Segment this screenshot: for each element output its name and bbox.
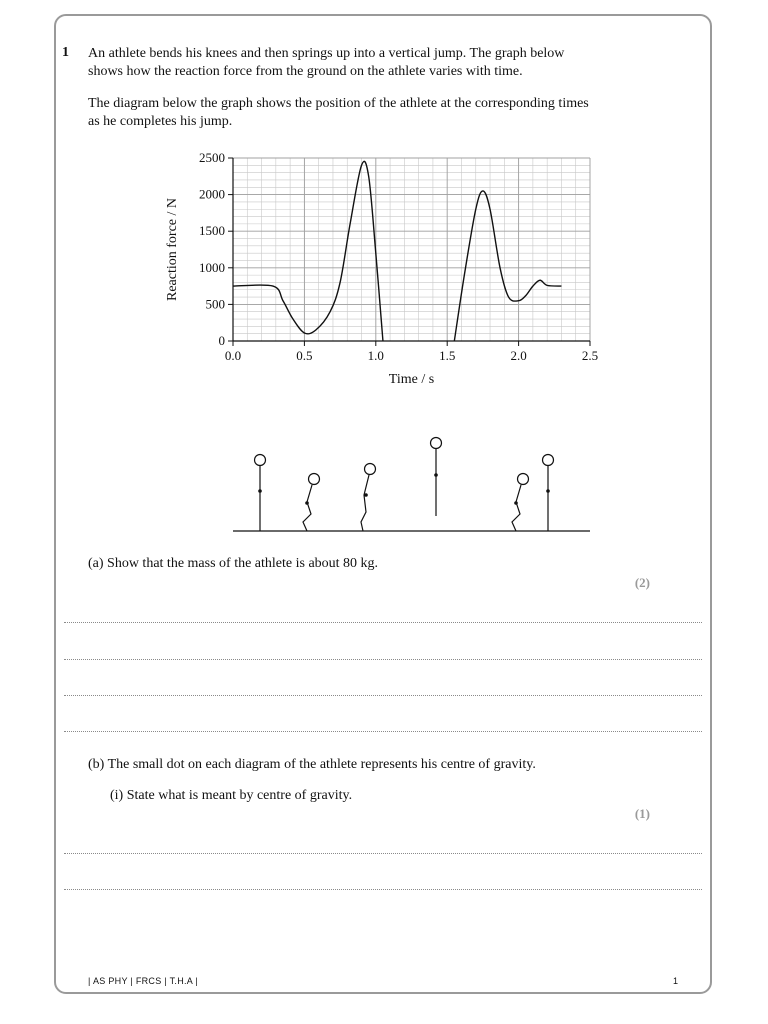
- athlete-figure-2: [303, 474, 320, 532]
- athlete-figure-3: [361, 464, 376, 532]
- part-b-i-marks: (1): [634, 806, 650, 821]
- question-number: 1: [62, 45, 69, 60]
- x-tick-label: 2.0: [510, 348, 527, 363]
- centre-of-gravity-dot: [364, 493, 368, 497]
- part-a-marks: (2): [634, 575, 650, 590]
- y-tick-label: 0: [218, 333, 225, 348]
- athlete-figure-5: [512, 474, 529, 532]
- y-tick-label: 1000: [199, 259, 225, 275]
- question-intro: [88, 45, 648, 81]
- page-number: 1: [672, 976, 678, 986]
- force-time-graph: [155, 145, 615, 395]
- x-axis-label: Time / s: [388, 372, 435, 387]
- intro-line-1: An athlete bends his knees and then springs up into a vertical jump. The graph below: [88, 46, 565, 61]
- y-tick-label: 500: [205, 296, 225, 312]
- diagram-line-1: The diagram below the graph shows the position of the athlete at the corresponding times: [88, 96, 589, 111]
- y-tick-label: 2500: [199, 150, 225, 165]
- athlete-figure-1: [255, 455, 266, 532]
- x-tick-label: 2.5: [581, 348, 599, 363]
- x-tick-label: 0.5: [296, 348, 313, 363]
- centre-of-gravity-dot: [514, 501, 518, 505]
- centre-of-gravity-dot: [305, 501, 309, 505]
- footer-code: | AS PHY | FRCS | T.H.A |: [88, 976, 199, 986]
- diagram-line-2: as he completes his jump.: [88, 114, 233, 129]
- athlete-figure-4: [431, 438, 442, 517]
- y-axis-label: Reaction force / N: [165, 197, 180, 302]
- answer-line[interactable]: [64, 622, 702, 623]
- centre-of-gravity-dot: [434, 473, 438, 477]
- part-b-i-question: (i) State what is meant by centre of gravity.: [110, 788, 353, 803]
- answer-line[interactable]: [64, 695, 702, 696]
- athlete-positions-diagram: [225, 430, 595, 540]
- intro-line-2: shows how the reaction force from the ground on the athlete varies with time.: [88, 64, 523, 79]
- athlete-figure-6: [543, 455, 554, 532]
- answer-line[interactable]: [64, 659, 702, 660]
- part-a-question: (a) Show that the mass of the athlete is about 80 kg.: [88, 556, 379, 571]
- diagram-description: [88, 95, 648, 131]
- y-tick-label: 1500: [199, 223, 225, 239]
- answer-line[interactable]: [64, 731, 702, 732]
- part-b-question: (b) The small dot on each diagram of the athlete represents his centre of gravity.: [88, 757, 536, 772]
- x-tick-label: 0.0: [224, 348, 242, 363]
- x-tick-label: 1.0: [367, 348, 384, 363]
- answer-line[interactable]: [64, 853, 702, 854]
- y-tick-label: 2000: [199, 186, 225, 202]
- force-curve: [233, 161, 383, 341]
- answer-line[interactable]: [64, 889, 702, 890]
- centre-of-gravity-dot: [258, 489, 262, 493]
- force-curve: [454, 191, 561, 341]
- x-tick-label: 1.5: [439, 348, 456, 363]
- centre-of-gravity-dot: [546, 489, 550, 493]
